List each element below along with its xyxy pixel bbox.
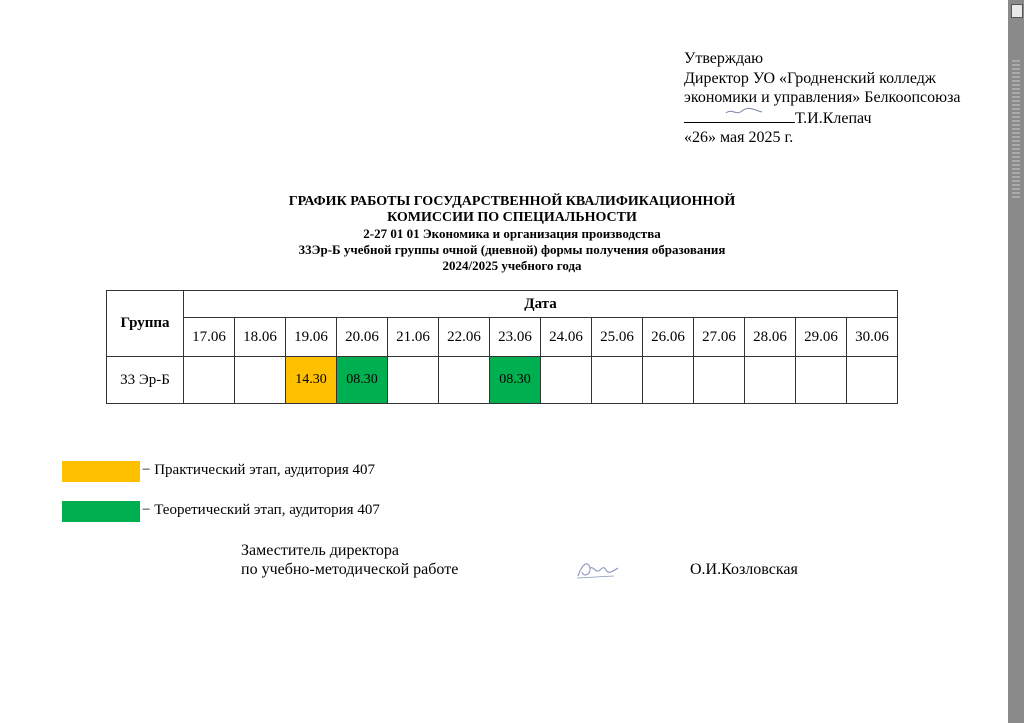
schedule-cell-25.06 <box>592 357 643 404</box>
legend-swatch-practical <box>62 461 140 482</box>
schedule-cell-30.06 <box>847 357 898 404</box>
director-signature <box>724 104 764 118</box>
approval-block <box>684 49 961 148</box>
schedule-cell-20.06: 08.30 <box>337 357 388 404</box>
footer-name: О.И.Козловская <box>690 561 798 578</box>
group-column-header: Группа <box>107 291 184 357</box>
approval-heading: Утверждаю <box>684 50 764 67</box>
schedule-cell-17.06 <box>184 357 235 404</box>
title-line-1: ГРАФИК РАБОТЫ ГОСУДАРСТВЕННОЙ КВАЛИФИКАЦИОННОЙ <box>288 194 736 209</box>
date-column-header: Дата <box>184 291 898 318</box>
title-line-3: 2-27 01 01 Экономика и организация производства <box>363 226 661 241</box>
schedule-table <box>106 290 898 404</box>
date-header-23.06: 23.06 <box>490 318 541 357</box>
signature-line <box>684 108 795 123</box>
date-header-25.06: 25.06 <box>592 318 643 357</box>
title-line-2: КОМИССИИ ПО СПЕЦИАЛЬНОСТИ <box>387 210 637 225</box>
date-row <box>107 318 898 357</box>
date-header-27.06: 27.06 <box>694 318 745 357</box>
header-row-1 <box>107 291 898 318</box>
deputy-signature <box>574 556 620 582</box>
date-header-22.06: 22.06 <box>439 318 490 357</box>
schedule-cell-29.06 <box>796 357 847 404</box>
title-line-5: 2024/2025 учебного года <box>442 258 582 273</box>
legend-text-theoretical: − Теоретический этап, аудитория 407 <box>142 502 380 518</box>
approval-signature-row <box>684 108 961 129</box>
schedule-cell-18.06 <box>235 357 286 404</box>
schedule-cell-28.06 <box>745 357 796 404</box>
table-row <box>107 357 898 404</box>
date-header-28.06: 28.06 <box>745 318 796 357</box>
schedule-cell-27.06 <box>694 357 745 404</box>
date-header-24.06: 24.06 <box>541 318 592 357</box>
date-header-20.06: 20.06 <box>337 318 388 357</box>
footer-signatory <box>241 541 458 579</box>
date-header-30.06: 30.06 <box>847 318 898 357</box>
date-header-29.06: 29.06 <box>796 318 847 357</box>
schedule-cell-19.06: 14.30 <box>286 357 337 404</box>
date-header-18.06: 18.06 <box>235 318 286 357</box>
schedule-cell-21.06 <box>388 357 439 404</box>
schedule-cell-22.06 <box>439 357 490 404</box>
approval-signer: Т.И.Клепач <box>795 109 872 127</box>
date-header-26.06: 26.06 <box>643 318 694 357</box>
approval-date: «26» мая 2025 г. <box>684 129 794 146</box>
side-scrollbar-strip[interactable] <box>1008 0 1024 723</box>
date-header-17.06: 17.06 <box>184 318 235 357</box>
footer-position-line1: Заместитель директора <box>241 542 400 559</box>
document-icon <box>1011 4 1023 18</box>
legend-swatch-theoretical <box>62 501 140 522</box>
schedule-cell-24.06 <box>541 357 592 404</box>
vertical-caption <box>1012 60 1020 200</box>
legend-text-practical: − Практический этап, аудитория 407 <box>142 462 376 478</box>
date-header-21.06: 21.06 <box>388 318 439 357</box>
approval-position-line1: Директор УО «Гродненский колледж <box>684 69 936 87</box>
schedule-cell-26.06 <box>643 357 694 404</box>
document-title <box>160 194 864 274</box>
group-name-cell: 33 Эр-Б <box>107 357 184 404</box>
approval-position-line2: экономики и управления» Белкоопсоюза <box>684 89 961 106</box>
title-line-4: 33Эр-Б учебной группы очной (дневной) формы получения образования <box>298 242 726 257</box>
date-header-19.06: 19.06 <box>286 318 337 357</box>
footer-position-line2: по учебно-методической работе <box>241 561 459 578</box>
schedule-cell-23.06: 08.30 <box>490 357 541 404</box>
